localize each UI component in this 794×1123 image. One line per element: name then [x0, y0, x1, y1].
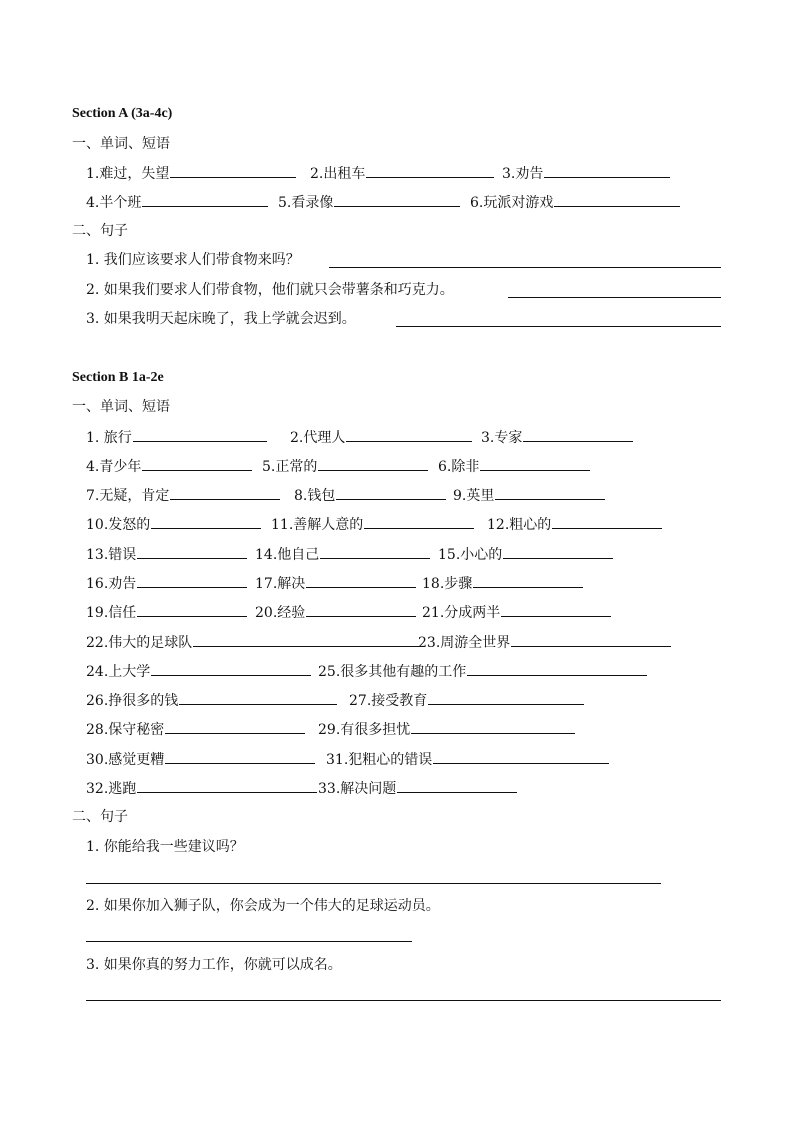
- vocab-item: 5.看录像: [278, 195, 334, 211]
- answer-blank[interactable]: [142, 456, 252, 471]
- answer-blank[interactable]: [346, 427, 472, 442]
- answer-blank[interactable]: [473, 573, 583, 588]
- sentence-prompt: 1. 你能给我一些建议吗？: [86, 839, 244, 855]
- answer-blank[interactable]: [552, 514, 662, 529]
- section-b-vocab-row: [0, 661, 794, 681]
- vocab-item: 28.保守秘密: [86, 722, 165, 738]
- vocab-item: 24.上大学: [86, 664, 151, 680]
- answer-line[interactable]: [508, 297, 721, 298]
- vocab-item: 7.无疑，肯定: [86, 488, 170, 504]
- answer-line[interactable]: [396, 326, 721, 327]
- answer-blank[interactable]: [137, 602, 247, 617]
- section-b-vocab-row: [0, 719, 794, 739]
- vocab-item: 21.分成两半: [422, 605, 501, 621]
- answer-blank[interactable]: [170, 163, 296, 178]
- answer-blank[interactable]: [137, 778, 317, 793]
- answer-blank[interactable]: [193, 632, 419, 647]
- answer-line[interactable]: [86, 1000, 721, 1001]
- sentence-prompt: 3. 如果你真的努力工作，你就可以成名。: [86, 957, 342, 973]
- vocab-item: 14.他自己: [255, 547, 320, 563]
- section-b-vocab-row: [0, 573, 794, 593]
- section-b-vocab-row: [0, 778, 794, 798]
- section-b-vocab-row: [0, 427, 794, 447]
- section-b-vocab-row: [0, 456, 794, 476]
- vocab-item: 1.难过，失望: [86, 166, 170, 182]
- answer-blank[interactable]: [179, 690, 337, 705]
- vocab-item: 32.逃跑: [86, 781, 137, 797]
- answer-blank[interactable]: [306, 602, 416, 617]
- section-a-vocab-row-1: [0, 163, 794, 183]
- vocab-item: 9.英里: [453, 488, 495, 504]
- section-a-vocab-row-2: [0, 192, 794, 212]
- answer-blank[interactable]: [467, 661, 647, 676]
- sentence-prompt: 1. 我们应该要求人们带食物来吗？: [86, 252, 300, 268]
- answer-blank[interactable]: [411, 719, 575, 734]
- answer-blank[interactable]: [151, 514, 261, 529]
- answer-blank[interactable]: [137, 573, 247, 588]
- vocab-item: 4.青少年: [86, 459, 142, 475]
- answer-blank[interactable]: [495, 485, 605, 500]
- vocab-item: 31.犯粗心的错误: [326, 752, 433, 768]
- section-b-vocab-row: [0, 632, 794, 652]
- vocab-item: 29.有很多担忧: [318, 722, 411, 738]
- vocab-item: 12.粗心的: [487, 517, 552, 533]
- answer-blank[interactable]: [554, 192, 680, 207]
- answer-blank[interactable]: [397, 778, 517, 793]
- vocab-item: 27.接受教育: [349, 693, 428, 709]
- section-b-vocab-row: [0, 485, 794, 505]
- answer-blank[interactable]: [544, 163, 670, 178]
- answer-blank[interactable]: [170, 485, 280, 500]
- answer-blank[interactable]: [142, 192, 268, 207]
- answer-line[interactable]: [86, 883, 661, 884]
- sentence-prompt: 3. 如果我明天起床晚了，我上学就会迟到。: [86, 311, 356, 327]
- vocab-item: 16.劝告: [86, 576, 137, 592]
- vocab-item: 4.半个班: [86, 195, 142, 211]
- vocab-item: 10.发怒的: [86, 517, 151, 533]
- answer-blank[interactable]: [336, 485, 446, 500]
- vocab-item: 3.专家: [481, 430, 523, 446]
- vocab-item: 2.出租车: [310, 166, 366, 182]
- vocab-item: 13.错误: [86, 547, 137, 563]
- vocab-item: 2.代理人: [290, 430, 346, 446]
- answer-blank[interactable]: [306, 573, 416, 588]
- vocab-item: 20.经验: [255, 605, 306, 621]
- vocab-item: 26.挣很多的钱: [86, 693, 179, 709]
- section-b-vocab-row: [0, 514, 794, 534]
- vocab-item: 19.信任: [86, 605, 137, 621]
- section-b-vocab-heading: 一、单词、短语: [72, 399, 170, 415]
- vocab-item: 11.善解人意的: [271, 517, 364, 533]
- answer-blank[interactable]: [151, 661, 311, 676]
- sentence-prompt: 2. 如果你加入狮子队，你会成为一个伟大的足球运动员。: [86, 898, 440, 914]
- section-a-sentences-heading: 二、句子: [72, 223, 128, 239]
- section-b-vocab-row: [0, 602, 794, 622]
- answer-blank[interactable]: [428, 690, 584, 705]
- answer-blank[interactable]: [165, 749, 315, 764]
- vocab-item: 18.步骤: [422, 576, 473, 592]
- answer-blank[interactable]: [511, 632, 671, 647]
- vocab-item: 25.很多其他有趣的工作: [318, 664, 467, 680]
- answer-line[interactable]: [329, 267, 721, 268]
- answer-blank[interactable]: [433, 749, 609, 764]
- answer-blank[interactable]: [165, 719, 305, 734]
- section-b-title: Section B 1a-2e: [72, 370, 164, 385]
- vocab-item: 5.正常的: [262, 459, 318, 475]
- vocab-item: 3.劝告: [502, 166, 544, 182]
- answer-blank[interactable]: [318, 456, 428, 471]
- vocab-item: 23.周游全世界: [418, 635, 511, 651]
- answer-blank[interactable]: [523, 427, 633, 442]
- vocab-item: 6.玩派对游戏: [470, 195, 554, 211]
- answer-blank[interactable]: [334, 192, 460, 207]
- section-b-vocab-row: [0, 690, 794, 710]
- answer-blank[interactable]: [137, 544, 247, 559]
- answer-blank[interactable]: [366, 163, 494, 178]
- section-a-title: Section A (3a-4c): [72, 106, 173, 121]
- answer-line[interactable]: [86, 941, 412, 942]
- answer-blank[interactable]: [320, 544, 430, 559]
- answer-blank[interactable]: [133, 427, 267, 442]
- answer-blank[interactable]: [503, 544, 613, 559]
- answer-blank[interactable]: [501, 602, 611, 617]
- vocab-item: 30.感觉更糟: [86, 752, 165, 768]
- sentence-prompt: 2. 如果我们要求人们带食物，他们就只会带薯条和巧克力。: [86, 282, 454, 298]
- vocab-item: 8.钱包: [294, 488, 336, 504]
- section-b-sentences-heading: 二、句子: [72, 809, 128, 825]
- vocab-item: 1. 旅行: [86, 430, 132, 446]
- section-b-vocab-row: [0, 544, 794, 564]
- vocab-item: 17.解决: [255, 576, 306, 592]
- vocab-item: 22.伟大的足球队: [86, 635, 193, 651]
- vocab-item: 33.解决问题: [318, 781, 397, 797]
- vocab-item: 15.小心的: [438, 547, 503, 563]
- answer-blank[interactable]: [364, 514, 474, 529]
- answer-blank[interactable]: [480, 456, 590, 471]
- section-b-vocab-row: [0, 749, 794, 769]
- vocab-item: 6.除非: [438, 459, 480, 475]
- section-a-vocab-heading: 一、单词、短语: [72, 136, 170, 152]
